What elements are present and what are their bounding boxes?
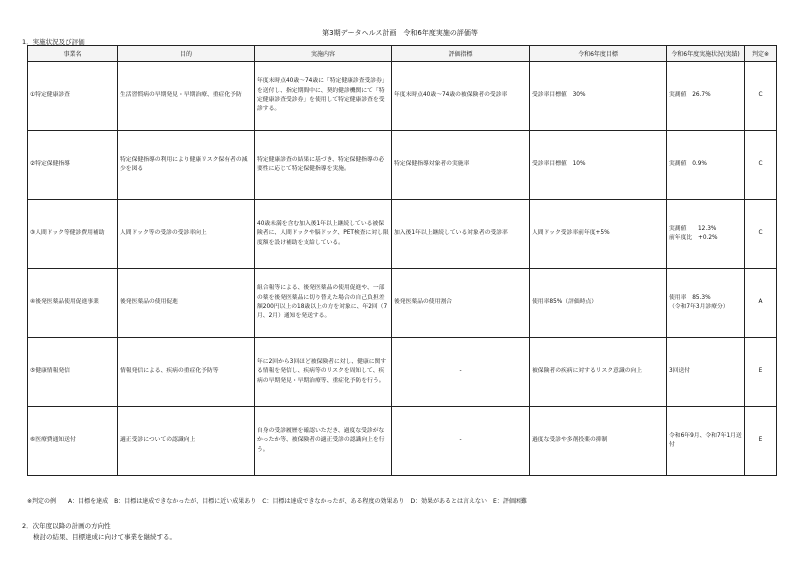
table-row xyxy=(28,200,777,269)
cell-content: 自身の受診履歴を確認いただき、過度な受診がなかったか等、被保険者の適正受診の認識向上を行う。 xyxy=(255,407,392,476)
cell-purpose: 人間ドック等の受診の受診率向上 xyxy=(118,200,255,269)
cell-content: 年度末時点40歳～74歳に「特定健康診査受診券」を送付し、指定期間中に、契約健診機関にて「特定健康診査受診券」を使用して特定健康診査を受診する。 xyxy=(255,62,392,131)
cell-grade: C xyxy=(745,131,777,200)
section2-text: 検討の結果、目標達成に向けて事業を継続する。 xyxy=(33,533,176,541)
cell-content: 40歳未満を含む加入後1年以上継続している被保険者に、人間ドックや脳ドック、PET検査に対し限度額を設け補助を支給している。 xyxy=(255,200,392,269)
cell-indicator: 後発医薬品の使用割合 xyxy=(392,269,530,338)
section2-heading: 2．次年度以降の計画の方向性 xyxy=(22,522,111,530)
cell-target: 受診率目標値 30% xyxy=(530,62,667,131)
cell-purpose: 情報発信による、疾病の重症化予防等 xyxy=(118,338,255,407)
grade-legend: ※判定の例 A：目標を達成 B：目標は達成できなかったが、目標に近い成果あり C：目標は達成できなかったが、ある程度の効果あり D：効果があるとは言えない E：評価困難 xyxy=(27,498,527,505)
cell-result: 実測値 26.7% xyxy=(667,62,745,131)
cell-target: 過度な受診や多剤投薬の抑制 xyxy=(530,407,667,476)
document-title: 第3期データヘルス計画 令和6年度実施の評価等 xyxy=(322,29,478,37)
cell-purpose: 適正受診についての認識向上 xyxy=(118,407,255,476)
evaluation-table xyxy=(27,45,777,476)
cell-grade: C xyxy=(745,62,777,131)
cell-result: 3回送付 xyxy=(667,338,745,407)
header-content: 実施内容 xyxy=(255,46,392,62)
table-row xyxy=(28,131,777,200)
table-row xyxy=(28,338,777,407)
cell-target: 受診率目標値 10% xyxy=(530,131,667,200)
cell-purpose: 特定保健指導の利用により健康リスク保有者の減少を図る xyxy=(118,131,255,200)
cell-indicator: - xyxy=(392,338,530,407)
cell-grade: E xyxy=(745,407,777,476)
cell-indicator: 加入後1年以上継続している対象者の受診率 xyxy=(392,200,530,269)
cell-result: 令和6年9月、令和7年1月送付 xyxy=(667,407,745,476)
cell-content: 特定健康診査の結果に基づき、特定保健指導の必要性に応じて特定保健指導を実施。 xyxy=(255,131,392,200)
table-row xyxy=(28,269,777,338)
cell-grade: C xyxy=(745,200,777,269)
header-target: 令和6年度目標 xyxy=(530,46,667,62)
cell-target: 使用率85%（評価時点） xyxy=(530,269,667,338)
table-row xyxy=(28,62,777,131)
cell-content: 年に2回から3回ほど被保険者に対し、健康に関する情報を発信し、疾病等のリスクを周知して、疾病の早期発見・早期治療等、重症化予防を行う。 xyxy=(255,338,392,407)
cell-indicator: 特定保健指導対象者の実施率 xyxy=(392,131,530,200)
cell-indicator: - xyxy=(392,407,530,476)
section1-heading: 1．実施状況及び評価 xyxy=(22,38,85,46)
cell-result: 実測値 0.9% xyxy=(667,131,745,200)
cell-result: 使用率 85.3% （令和7年3月診療分） xyxy=(667,269,745,338)
header-result: 令和6年度実施状況(実績) xyxy=(667,46,745,62)
cell-grade: A xyxy=(745,269,777,338)
header-project: 事業名 xyxy=(28,46,118,62)
cell-purpose: 後発医薬品の使用促進 xyxy=(118,269,255,338)
cell-project-name: ④後発医薬品使用促進事業 xyxy=(28,269,118,338)
cell-project-name: ③人間ドック等健診費用補助 xyxy=(28,200,118,269)
cell-target: 人間ドック受診率前年度+5% xyxy=(530,200,667,269)
cell-project-name: ⑥医療費通知送付 xyxy=(28,407,118,476)
header-indicator: 評価指標 xyxy=(392,46,530,62)
header-grade: 判定※ xyxy=(745,46,777,62)
cell-project-name: ⑤健康情報発信 xyxy=(28,338,118,407)
cell-project-name: ②特定保健指導 xyxy=(28,131,118,200)
cell-content: 組合報等による、後発医薬品の使用促進や、一部の薬を後発医薬品に切り替えた場合の自己負担差額200円以上の18歳以上の方を対象に、年2回（7月、2月）通知を発送する。 xyxy=(255,269,392,338)
cell-result: 実測値 12.3% 前年度比 +0.2% xyxy=(667,200,745,269)
cell-project-name: ①特定健康診査 xyxy=(28,62,118,131)
cell-grade: E xyxy=(745,338,777,407)
cell-purpose: 生活習慣病の早期発見・早期治療、重症化予防 xyxy=(118,62,255,131)
table-row xyxy=(28,407,777,476)
table-header-row xyxy=(28,46,777,62)
cell-indicator: 年度末時点40歳～74歳の被保険者の受診率 xyxy=(392,62,530,131)
cell-target: 被保険者の疾病に対するリスク意識の向上 xyxy=(530,338,667,407)
header-purpose: 目的 xyxy=(118,46,255,62)
